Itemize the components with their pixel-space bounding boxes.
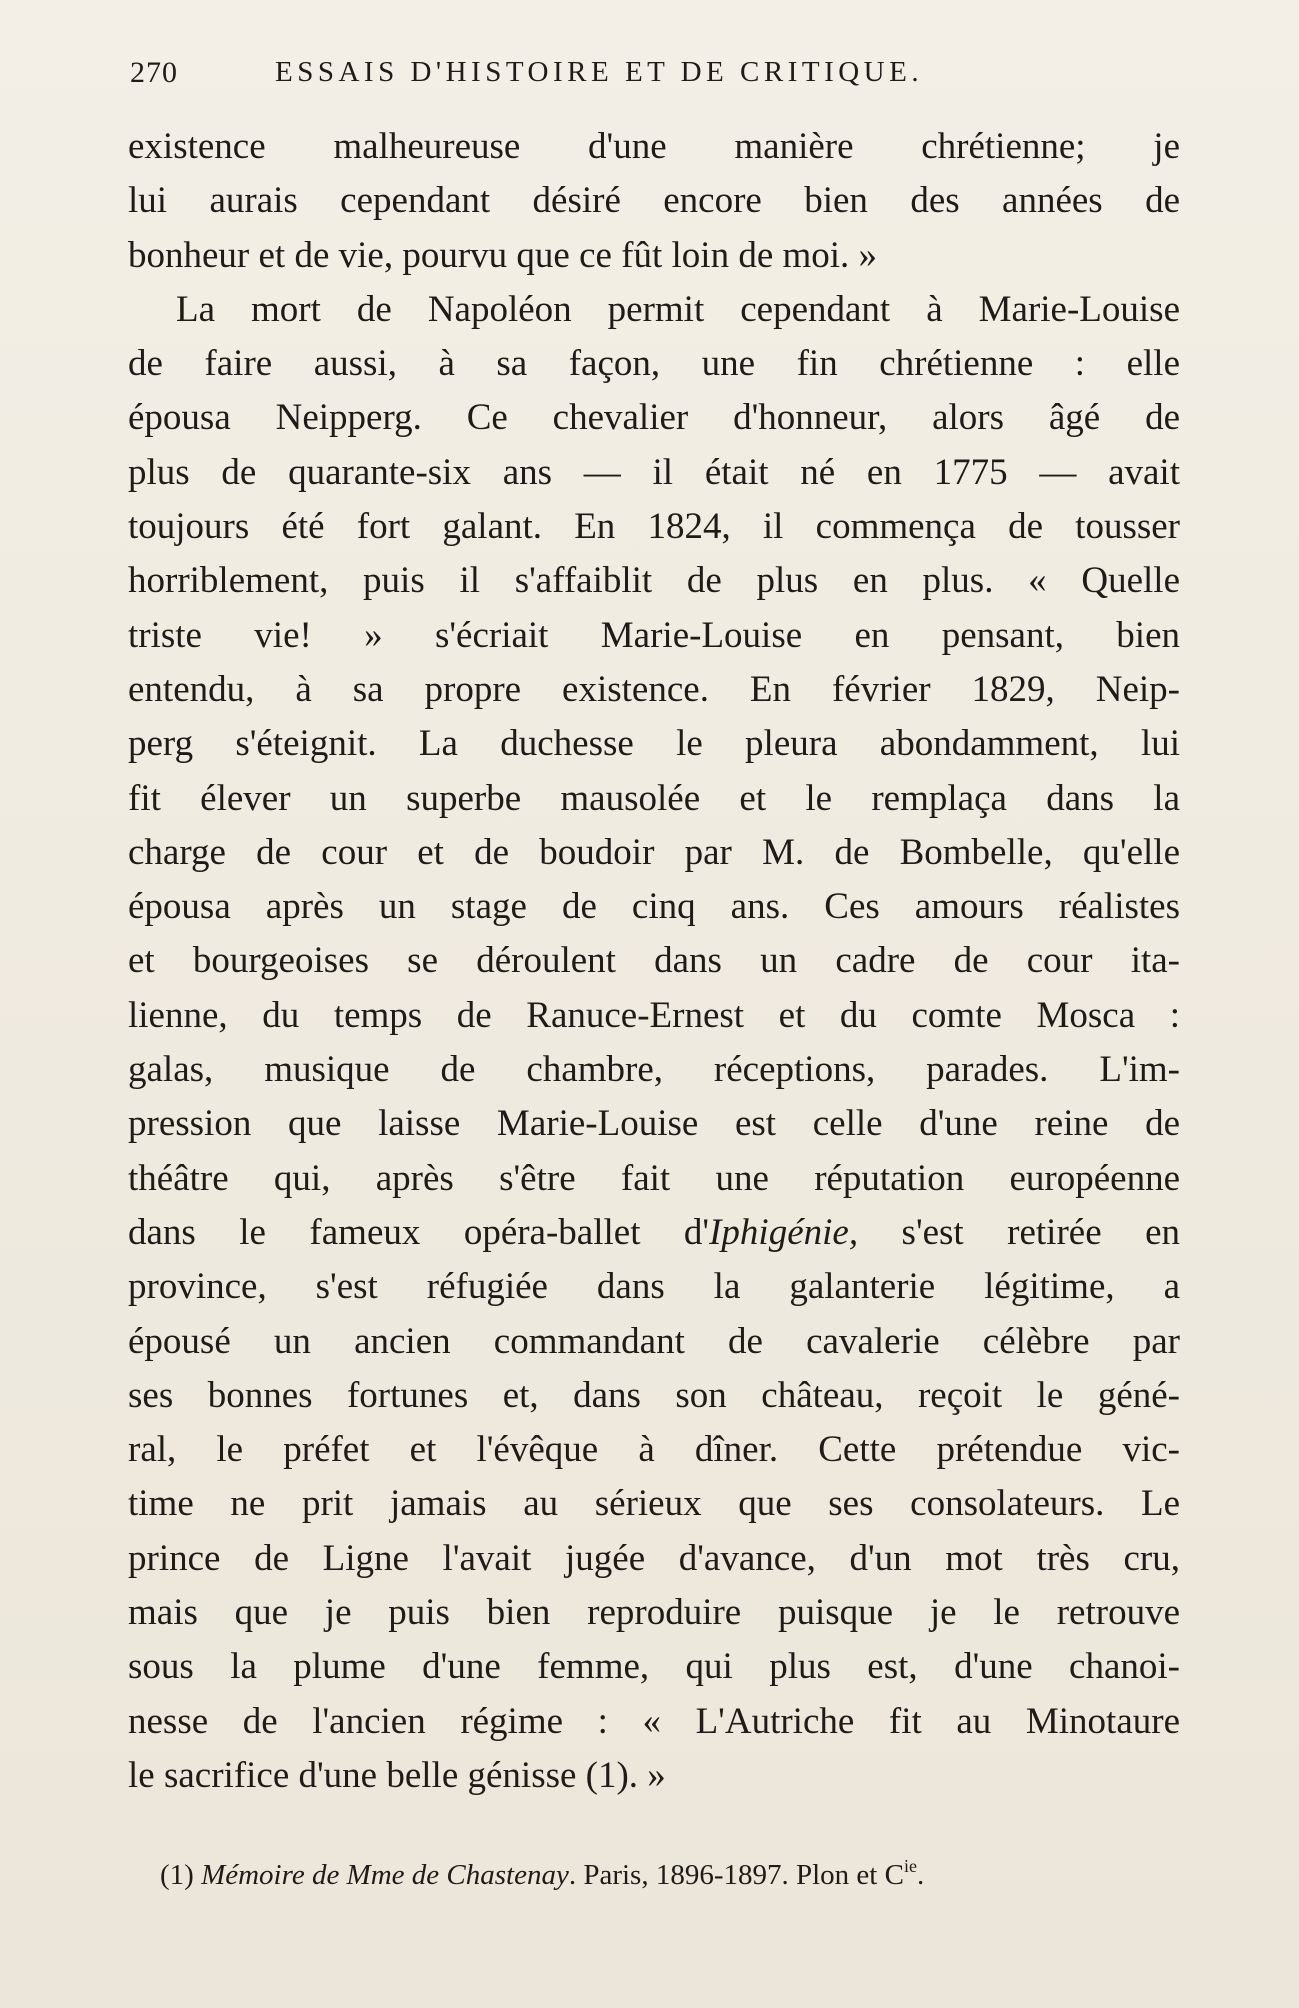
- text-line: épousé un ancien commandant de cavalerie célèbre par: [128, 1320, 1180, 1362]
- text-line: épousa Neipperg. Ce chevalier d'honneur, alors âgé de: [128, 397, 1180, 439]
- text-line: épousa après un stage de cinq ans. Ces amours réalistes: [128, 886, 1180, 928]
- text-line: triste vie! » s'écriait Marie-Louise en pensant, bien: [128, 614, 1180, 656]
- text-line: plus de quarante-six ans — il était né en 1775 — avait: [128, 451, 1180, 493]
- text-line: fit élever un superbe mausolée et le remplaça dans la: [128, 777, 1180, 819]
- text-line: horriblement, puis il s'affaiblit de plus en plus. « Quelle: [128, 560, 1180, 602]
- text-line: existence malheureuse d'une manière chrétienne; je: [128, 126, 1180, 167]
- footnote: [160, 1856, 1160, 1892]
- text-line: province, s'est réfugiée dans la galanterie légitime, a: [128, 1266, 1180, 1308]
- text-line: lui aurais cependant désiré encore bien des années de: [128, 180, 1180, 222]
- text-line: nesse de l'ancien régime : « L'Autriche fit au Minotaure: [128, 1700, 1180, 1742]
- text-line: La mort de Napoléon permit cependant à Marie-Louise: [176, 288, 1180, 330]
- text-line: time ne prit jamais au sérieux que ses consolateurs. Le: [128, 1483, 1180, 1525]
- text-line: lienne, du temps de Ranuce-Ernest et du comte Mosca :: [128, 994, 1180, 1036]
- italic-title: Iphigénie,: [709, 1211, 859, 1253]
- text-line: pression que laisse Marie-Louise est celle d'une reine de: [128, 1103, 1180, 1145]
- text-line: théâtre qui, après s'être fait une réputation européenne: [128, 1157, 1180, 1199]
- footnote-superscript: ie: [903, 1856, 917, 1876]
- text-line: charge de cour et de boudoir par M. de Bombelle, qu'elle: [128, 831, 1180, 873]
- page-number: 270: [130, 56, 178, 89]
- text-line: toujours été fort galant. En 1824, il commença de tousser: [128, 506, 1180, 548]
- text-line: perg s'éteignit. La duchesse le pleura abondamment, lui: [128, 723, 1180, 765]
- page-header: [130, 52, 1190, 102]
- footnote-marker: (1): [160, 1859, 194, 1891]
- footnote-title: Mémoire de Mme de Chastenay: [201, 1859, 569, 1891]
- text-line: ral, le préfet et l'évêque à dîner. Cette prétendue vic-: [128, 1429, 1180, 1471]
- text-line: mais que je puis bien reproduire puisque je le retrouve: [128, 1592, 1180, 1634]
- text-line: prince de Ligne l'avait jugée d'avance, d'un mot très cru,: [128, 1537, 1180, 1579]
- footnote-text: . Paris, 1896-1897. Plon et C: [568, 1859, 904, 1891]
- text-line: galas, musique de chambre, réceptions, parades. L'im-: [128, 1049, 1180, 1091]
- text-line: de faire aussi, à sa façon, une fin chrétienne : elle: [128, 343, 1180, 385]
- text-line: bonheur et de vie, pourvu que ce fût loin de moi. »: [128, 234, 878, 276]
- text-line: le sacrifice d'une belle génisse (1). »: [128, 1754, 666, 1796]
- text-line: ses bonnes fortunes et, dans son château, reçoit le géné-: [128, 1374, 1180, 1416]
- text-segment: dans le fameux opéra-ballet d': [128, 1211, 710, 1253]
- running-title: ESSAIS D'HISTOIRE ET DE CRITIQUE.: [275, 56, 924, 88]
- text-line: sous la plume d'une femme, qui plus est, d'une chanoi-: [128, 1646, 1180, 1688]
- footnote-end: .: [916, 1859, 925, 1891]
- text-line: et bourgeoises se déroulent dans un cadre de cour ita-: [128, 940, 1180, 982]
- body-text: [128, 120, 1180, 1803]
- text-line-with-italic: [128, 1206, 1180, 1260]
- text-segment: s'est retirée en: [858, 1211, 1180, 1253]
- text-line: entendu, à sa propre existence. En février 1829, Neip-: [128, 668, 1180, 710]
